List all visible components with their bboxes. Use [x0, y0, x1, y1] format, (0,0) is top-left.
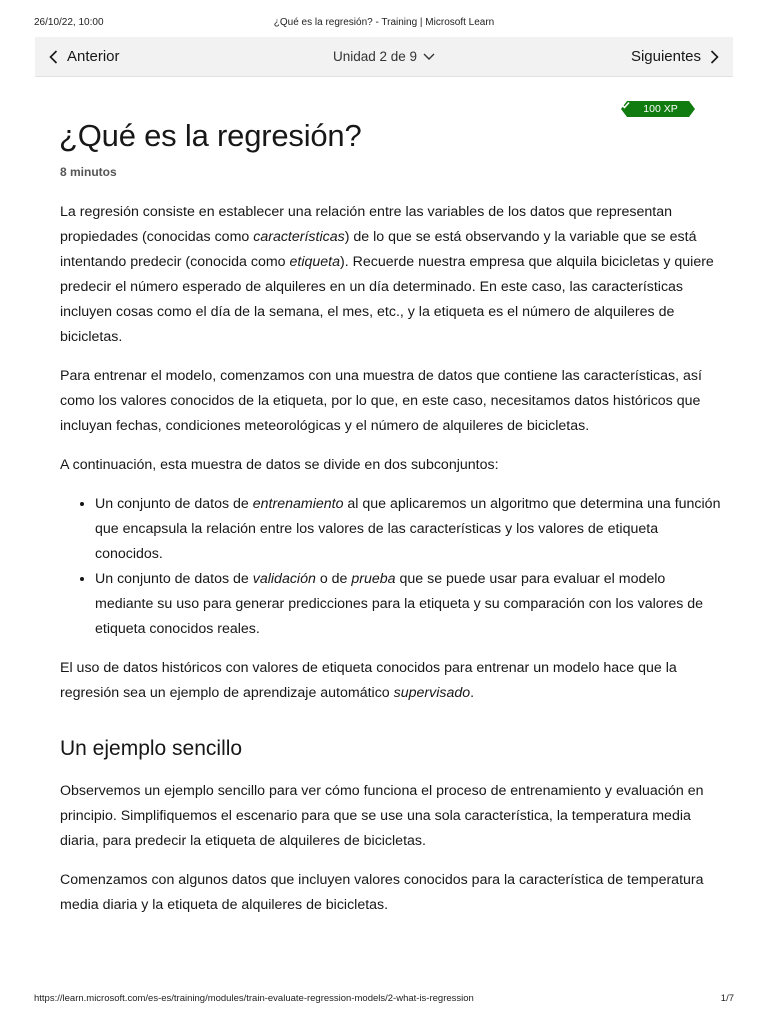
- list-item-training: [95, 492, 722, 567]
- next-unit-button[interactable]: [631, 37, 719, 76]
- emphasis-label: etiqueta: [289, 254, 341, 270]
- unit-navigation-bar: [35, 37, 733, 77]
- next-label: Siguientes: [630, 48, 701, 65]
- list-item-validation: [95, 567, 722, 642]
- text-segment: El uso de datos históricos con valores de etiqueta conocidos para entrenar un modelo hace que la regresión sea un ejemplo de aprendizaje automático: [60, 660, 677, 701]
- xp-value: 100 XP: [643, 103, 678, 115]
- text-segment: Un conjunto de datos de: [95, 571, 253, 587]
- emphasis-features: características: [253, 229, 345, 245]
- subsets-list: [60, 492, 722, 642]
- paragraph-training-data: Para entrenar el modelo, comenzamos con una muestra de datos que contiene las características, así como los valores conocidos de la etiqueta, por lo que, en este caso, necesitamos datos históricos que incluyan fechas, condiciones meteorológicas y el número de alquileres de bicicletas.: [60, 368, 702, 434]
- text-segment: ) de lo que se está observando y la variable que se está intentando predecir (conocida como: [60, 229, 697, 270]
- emphasis-validation: validación: [252, 571, 316, 587]
- text-segment: o de: [315, 571, 352, 587]
- duration-label: 8 minutos: [60, 165, 117, 179]
- section-heading: Un ejemplo sencillo: [60, 737, 243, 760]
- chevron-right-icon: [710, 50, 719, 64]
- emphasis-test: prueba: [351, 571, 396, 587]
- text-segment: La regresión consiste en establecer una relación entre las variables de los datos que representan propiedades (conocidas como: [60, 204, 673, 245]
- text-segment: .: [470, 685, 475, 701]
- print-page-number: 1/7: [720, 993, 734, 1004]
- unit-label: Unidad 2 de 9: [332, 49, 418, 64]
- paragraph-regression-definition: [60, 200, 722, 350]
- paragraph-data-start: Comenzamos con algunos datos que incluyen valores conocidos para la característica de temperatura media diaria y la etiqueta de alquileres de bicicletas.: [60, 872, 704, 913]
- emphasis-supervised: supervisado: [393, 685, 471, 701]
- paragraph-subsets-intro: A continuación, esta muestra de datos se divide en dos subconjuntos:: [60, 457, 499, 473]
- article-content: [60, 200, 722, 932]
- text-segment: al que aplicaremos un algoritmo que determina una función que encapsula la relación entre los valores de las características y los valores de etiqueta conocidos.: [95, 496, 721, 562]
- emphasis-training: entrenamiento: [252, 496, 344, 512]
- print-url: https://learn.microsoft.com/es-es/training/modules/train-evaluate-regression-models/2-what-is-regression: [34, 993, 474, 1004]
- text-segment: que se puede usar para evaluar el modelo mediante su uso para generar predicciones para la etiqueta y su comparación con los valores de etiqueta conocidos reales.: [95, 571, 704, 637]
- xp-badge: [621, 101, 695, 117]
- text-segment: ). Recuerde nuestra empresa que alquila bicicletas y quiere predecir el número esperado de alquileres en un día determinado. En este caso, las características incluyen cosas como el día de la semana, el mes, etc., y la etiqueta es el número de alquileres de bicicletas.: [60, 254, 714, 345]
- previous-label: Anterior: [67, 48, 120, 65]
- paragraph-simple-example: Observemos un ejemplo sencillo para ver cómo funciona el proceso de entrenamiento y evaluación en principio. Simplifiquemos el escenario para que se use una sola característica, la temperatura media diaria, para predecir la etiqueta de alquileres de bicicletas.: [60, 783, 704, 849]
- print-page-title: ¿Qué es la regresión? - Training | Microsoft Learn: [273, 17, 495, 28]
- print-header: [34, 17, 734, 31]
- unit-selector-dropdown[interactable]: [35, 37, 733, 76]
- text-segment: Un conjunto de datos de: [95, 496, 253, 512]
- chevron-down-icon: [423, 53, 435, 61]
- print-date: 26/10/22, 10:00: [34, 17, 104, 28]
- page-title: ¿Qué es la regresión?: [59, 118, 362, 153]
- paragraph-supervised: [60, 656, 722, 706]
